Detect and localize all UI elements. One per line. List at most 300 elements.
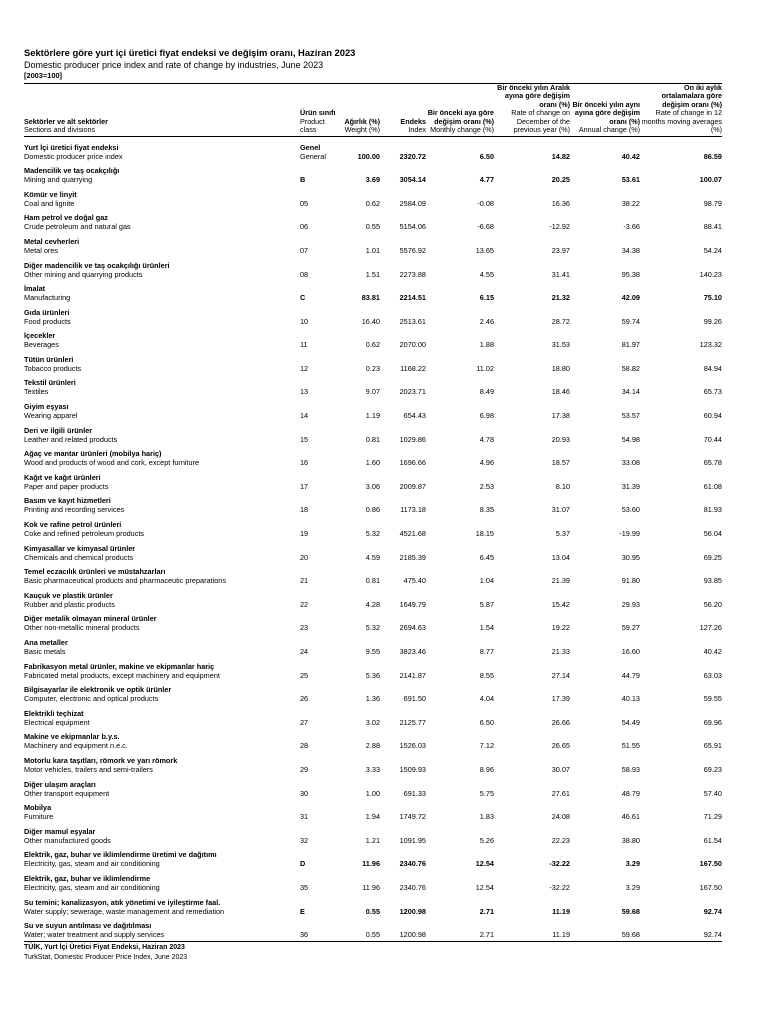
december-change-cell: 19.22	[551, 623, 570, 633]
table-row	[24, 821, 722, 845]
sector-name-tr: Giyim eşyası	[24, 402, 69, 412]
weight-cell: 5.36	[365, 670, 380, 680]
moving-average-cell: 69.25	[703, 552, 722, 562]
table-row	[24, 538, 722, 562]
weight-cell: 16.40	[361, 316, 380, 326]
sector-name-en: Furniture	[24, 812, 54, 822]
monthly-change-cell: 4.77	[479, 175, 494, 185]
annual-change-cell: 3.29	[625, 859, 640, 869]
sector-name-cell	[24, 821, 300, 845]
december-change-cell: 20.25	[551, 175, 570, 185]
december-change-cell: 17.39	[551, 694, 570, 704]
product-class-cell: 27	[300, 717, 309, 727]
table-row	[24, 420, 722, 444]
monthly-change-cell: 2.71	[479, 930, 494, 940]
weight-cell: 1.19	[365, 411, 380, 421]
december-change-cell: 27.14	[551, 670, 570, 680]
moving-average-cell: 69.23	[703, 764, 722, 774]
december-change-cell: 8.10	[555, 481, 570, 491]
sector-name-tr: Elektrik, gaz, buhar ve iklimlendirme üretimi ve dağıtımı	[24, 850, 217, 860]
sector-name-en: Rubber and plastic products	[24, 599, 115, 609]
table-row	[24, 184, 722, 208]
sector-name-cell	[24, 302, 300, 326]
sector-name-en: Metal ores	[24, 245, 59, 255]
sector-name-tr: Ham petrol ve doğal gaz	[24, 213, 108, 223]
monthly-change-cell: 1.54	[479, 623, 494, 633]
annual-change-cell: -3.66	[623, 222, 640, 232]
monthly-change-cell: 8.35	[479, 505, 494, 515]
annual-change-cell: 34.14	[621, 387, 640, 397]
december-change-cell: 22.23	[551, 835, 570, 845]
annual-change-cell: 59.74	[621, 316, 640, 326]
table-row	[24, 137, 722, 161]
sector-name-en: Beverages	[24, 340, 59, 350]
product-class-cell: 11	[300, 340, 308, 350]
sector-name-tr: Diğer metalik olmayan mineral ürünler	[24, 614, 157, 624]
index-cell: 1173.18	[400, 505, 426, 515]
moving-average-cell: 100.07	[699, 175, 722, 185]
col-header-sector-tr: Sektörler ve alt sektörler	[24, 116, 108, 126]
december-change-cell: 26.65	[551, 741, 570, 751]
sector-name-cell	[24, 750, 300, 774]
monthly-change-cell: 5.26	[479, 835, 494, 845]
weight-cell: 4.59	[365, 552, 380, 562]
table-body	[24, 137, 722, 939]
weight-cell: 3.69	[365, 175, 380, 185]
december-change-cell: 20.93	[551, 434, 570, 444]
weight-cell: 3.02	[365, 717, 380, 727]
table-row	[24, 845, 722, 869]
sector-name-cell	[24, 514, 300, 538]
product-class-cell: 35	[300, 882, 309, 892]
monthly-change-cell: 1.04	[479, 576, 494, 586]
product-class-cell: 21	[300, 576, 309, 586]
col-header-index-tr: Endeks	[400, 116, 426, 126]
annual-change-cell: -19.99	[619, 529, 640, 539]
sector-name-tr: Tekstil ürünleri	[24, 378, 76, 388]
table-row	[24, 585, 722, 609]
december-change-cell: 14.82	[551, 151, 570, 161]
annual-change-cell: 29.93	[621, 599, 640, 609]
sector-name-tr: Bilgisayarlar ile elektronik ve optik ürünler	[24, 685, 172, 695]
annual-change-cell: 58.82	[621, 363, 640, 373]
sector-name-cell	[24, 349, 300, 373]
table-row	[24, 373, 722, 397]
col-header-index	[380, 84, 426, 137]
annual-change-cell: 3.29	[625, 882, 640, 892]
december-change-cell: 21.32	[551, 293, 570, 303]
table-row	[24, 467, 722, 491]
sector-name-cell	[24, 255, 300, 279]
moving-average-cell: 92.74	[703, 906, 722, 916]
sector-name-tr: Kauçuk ve plastik ürünler	[24, 590, 113, 600]
weight-cell: 0.81	[365, 434, 380, 444]
annual-change-cell: 46.61	[621, 812, 640, 822]
monthly-change-cell: 2.53	[479, 481, 494, 491]
table-row	[24, 302, 722, 326]
annual-change-cell: 54.49	[621, 717, 640, 727]
col-header-december-en: Rate of change on December of the previous year (%)	[511, 108, 570, 135]
col-header-class	[300, 84, 338, 137]
sector-name-en: Domestic producer price index	[24, 151, 123, 161]
moving-average-cell: 99.26	[703, 316, 722, 326]
sector-name-tr: Su ve suyun arıtılması ve dağıtılması	[24, 921, 152, 931]
weight-cell: 0.86	[365, 505, 380, 515]
moving-average-cell: 56.20	[703, 599, 722, 609]
monthly-change-cell: 4.78	[479, 434, 494, 444]
sector-name-cell	[24, 184, 300, 208]
table-bottom-rule	[24, 941, 722, 942]
moving-average-cell: 127.26	[699, 623, 722, 633]
sector-name-tr: Kimyasallar ve kimyasal ürünler	[24, 543, 136, 553]
weight-cell: 1.94	[365, 812, 380, 822]
index-cell: 5576.92	[399, 245, 426, 255]
weight-cell: 0.62	[365, 340, 380, 350]
product-class-cell: 29	[300, 764, 309, 774]
moving-average-cell: 69.96	[703, 717, 722, 727]
sector-name-cell	[24, 703, 300, 727]
product-class-cell: 22	[300, 599, 309, 609]
sector-name-en: Water supply; sewerage, waste management and remediation	[24, 906, 225, 916]
table-row	[24, 609, 722, 633]
weight-cell: 1.01	[365, 245, 380, 255]
sector-name-tr: Ağaç ve mantar ürünleri (mobilya hariç)	[24, 449, 162, 459]
index-cell: 654.43	[403, 411, 426, 421]
sector-name-cell	[24, 444, 300, 468]
december-change-cell: 23.97	[551, 245, 570, 255]
ppi-table	[24, 83, 722, 939]
weight-cell: 1.60	[365, 458, 380, 468]
col-header-index-en: Index	[408, 125, 426, 135]
sector-name-en: Electricity, gas, steam and air conditioning	[24, 859, 160, 869]
product-class-cell: 25	[300, 670, 309, 680]
table-row	[24, 562, 722, 586]
december-change-cell: 31.53	[551, 340, 570, 350]
sector-name-cell	[24, 868, 300, 892]
december-change-cell: -12.92	[549, 222, 570, 232]
product-class-en: General	[300, 151, 326, 161]
product-class-cell: C	[300, 293, 306, 303]
moving-average-cell: 86.59	[703, 151, 722, 161]
table-row	[24, 798, 722, 822]
monthly-change-cell: 8.49	[479, 387, 494, 397]
sector-name-cell	[24, 137, 300, 161]
december-change-cell: 5.37	[555, 529, 570, 539]
index-cell: 1200.98	[399, 930, 426, 940]
index-cell: 3054.14	[399, 175, 426, 185]
sector-name-cell	[24, 916, 300, 940]
monthly-change-cell: 6.50	[479, 717, 494, 727]
col-header-moving-en: Rate of change in 12 months moving averages (%)	[641, 108, 722, 135]
document	[24, 47, 722, 963]
weight-cell: 0.81	[365, 576, 380, 586]
sector-name-cell	[24, 373, 300, 397]
moving-average-cell: 57.40	[703, 788, 722, 798]
sector-name-tr: Fabrikasyon metal ürünler, makine ve ekipmanlar hariç	[24, 661, 215, 671]
sector-name-en: Paper and paper products	[24, 481, 109, 491]
product-class-cell: 16	[300, 458, 309, 468]
monthly-change-cell: 4.04	[479, 694, 494, 704]
col-header-monthly	[426, 84, 494, 137]
sector-name-cell	[24, 396, 300, 420]
table-row	[24, 774, 722, 798]
monthly-change-cell: 6.45	[479, 552, 494, 562]
sector-name-tr: Mobilya	[24, 803, 52, 813]
weight-cell: 3.06	[365, 481, 380, 491]
december-change-cell: 18.46	[551, 387, 570, 397]
product-class-cell: B	[300, 175, 306, 185]
sector-name-en: Basic pharmaceutical products and pharmaceutic preparations	[24, 576, 226, 586]
table-row	[24, 326, 722, 350]
index-cell: 691.33	[403, 788, 426, 798]
index-cell: 1526.03	[399, 741, 426, 751]
weight-cell: 83.81	[361, 293, 380, 303]
sector-name-cell	[24, 231, 300, 255]
december-change-cell: 17.38	[551, 411, 570, 421]
table-row	[24, 161, 722, 185]
col-header-monthly-tr: Bir önceki aya göre değişim oranı (%)	[427, 108, 494, 126]
moving-average-cell: 167.50	[699, 882, 722, 892]
sector-name-en: Food products	[24, 316, 71, 326]
table-row	[24, 491, 722, 515]
monthly-change-cell: 5.87	[479, 599, 494, 609]
sector-name-tr: Metal cevherleri	[24, 236, 80, 246]
sector-name-tr: Yurt İçi üretici fiyat endeksi	[24, 142, 119, 152]
sector-name-tr: İçecekler	[24, 331, 56, 341]
index-cell: 5154.06	[399, 222, 426, 232]
moving-average-cell: 167.50	[699, 859, 722, 869]
december-change-cell: 15.42	[551, 599, 570, 609]
annual-change-cell: 38.22	[621, 198, 640, 208]
sector-name-en: Crude petroleum and natural gas	[24, 222, 131, 232]
weight-cell: 1.00	[365, 788, 380, 798]
sector-name-cell	[24, 892, 300, 916]
sector-name-cell	[24, 585, 300, 609]
sector-name-en: Electrical equipment	[24, 717, 90, 727]
moving-average-cell: 81.93	[703, 505, 722, 515]
index-cell: 2023.71	[399, 387, 426, 397]
weight-cell: 11.96	[362, 859, 380, 869]
moving-average-cell: 71.29	[703, 812, 722, 822]
sector-name-en: Leather and related products	[24, 434, 118, 444]
sector-name-cell	[24, 774, 300, 798]
annual-change-cell: 40.13	[621, 694, 640, 704]
monthly-change-cell: 7.12	[479, 741, 494, 751]
annual-change-cell: 59.27	[621, 623, 640, 633]
col-header-annual-en: Annual change (%)	[578, 125, 640, 135]
sector-name-cell	[24, 609, 300, 633]
monthly-change-cell: -6.68	[477, 222, 494, 232]
sector-name-en: Motor vehicles, trailers and semi-trailers	[24, 764, 153, 774]
product-class-cell: 23	[300, 623, 309, 633]
december-change-cell: 18.80	[551, 363, 570, 373]
december-change-cell: 21.39	[551, 576, 570, 586]
table-row	[24, 349, 722, 373]
index-cell: 691.50	[403, 694, 426, 704]
weight-cell: 0.55	[365, 906, 380, 916]
sector-name-en: Electricity, gas, steam and air conditioning	[24, 882, 160, 892]
index-cell: 1168.22	[400, 363, 426, 373]
table-row	[24, 750, 722, 774]
monthly-change-cell: 5.75	[479, 788, 494, 798]
col-header-december	[494, 84, 570, 137]
product-class-cell: 08	[300, 269, 309, 279]
product-class-cell: 36	[300, 930, 309, 940]
annual-change-cell: 59.68	[621, 906, 640, 916]
sector-name-tr: Gıda ürünleri	[24, 307, 70, 317]
sector-name-cell	[24, 208, 300, 232]
monthly-change-cell: 6.15	[479, 293, 494, 303]
table-row	[24, 231, 722, 255]
table-row	[24, 514, 722, 538]
product-class-cell: 06	[300, 222, 309, 232]
annual-change-cell: 31.39	[621, 481, 640, 491]
moving-average-cell: 84.94	[703, 363, 722, 373]
index-cell: 2320.72	[399, 151, 426, 161]
sector-name-tr: Elektrikli teçhizat	[24, 708, 84, 718]
sector-name-tr: Diğer madencilik ve taş ocakçılığı ürünleri	[24, 260, 170, 270]
moving-average-cell: 65.91	[703, 741, 722, 751]
annual-change-cell: 58.93	[621, 764, 640, 774]
annual-change-cell: 54.98	[621, 434, 640, 444]
product-class-tr: Genel	[300, 142, 321, 152]
december-change-cell: 16.36	[551, 198, 570, 208]
sector-name-en: Tobacco products	[24, 363, 82, 373]
sector-name-cell	[24, 467, 300, 491]
december-change-cell: 31.41	[551, 269, 570, 279]
weight-cell: 1.21	[365, 835, 380, 845]
product-class-cell: 28	[300, 741, 309, 751]
index-cell: 2513.61	[399, 316, 426, 326]
monthly-change-cell: 2.71	[479, 906, 494, 916]
monthly-change-cell: 12.54	[475, 882, 494, 892]
table-row	[24, 208, 722, 232]
product-class-cell: 10	[300, 316, 309, 326]
index-cell: 1091.95	[399, 835, 426, 845]
monthly-change-cell: 18.15	[475, 529, 494, 539]
december-change-cell: 18.57	[551, 458, 570, 468]
annual-change-cell: 95.38	[621, 269, 640, 279]
product-class-cell: D	[300, 859, 306, 869]
monthly-change-cell: 2.46	[479, 316, 494, 326]
sector-name-tr: Basım ve kayıt hizmetleri	[24, 496, 111, 506]
moving-average-cell: 88.41	[703, 222, 722, 232]
weight-cell: 0.23	[365, 363, 380, 373]
monthly-change-cell: -0.08	[477, 198, 494, 208]
product-class-cell: 13	[300, 387, 309, 397]
moving-average-cell: 61.08	[703, 481, 722, 491]
table-row	[24, 916, 722, 940]
monthly-change-cell: 6.98	[479, 411, 494, 421]
index-cell: 1029.86	[399, 434, 426, 444]
annual-change-cell: 81.97	[621, 340, 640, 350]
sector-name-en: Machinery and equipment n.e.c.	[24, 741, 128, 751]
sector-name-en: Wearing apparel	[24, 411, 78, 421]
sector-name-tr: Deri ve ilgili ürünler	[24, 425, 93, 435]
weight-cell: 5.32	[365, 529, 380, 539]
sector-name-cell	[24, 538, 300, 562]
annual-change-cell: 42.09	[621, 293, 640, 303]
weight-cell: 11.96	[362, 882, 380, 892]
moving-average-cell: 123.32	[699, 340, 722, 350]
sector-name-tr: Diğer ulaşım araçları	[24, 779, 96, 789]
table-row	[24, 444, 722, 468]
sector-name-tr: Tütün ürünleri	[24, 354, 74, 364]
weight-cell: 2.88	[365, 741, 380, 751]
product-class-cell: 30	[300, 788, 309, 798]
table-row	[24, 396, 722, 420]
december-change-cell: 11.19	[552, 906, 570, 916]
annual-change-cell: 48.79	[621, 788, 640, 798]
sector-name-cell	[24, 420, 300, 444]
index-cell: 4521.68	[399, 529, 426, 539]
annual-change-cell: 44.79	[621, 670, 640, 680]
december-change-cell: -32.22	[549, 859, 570, 869]
table-row	[24, 632, 722, 656]
moving-average-cell: 54.24	[703, 245, 722, 255]
monthly-change-cell: 8.55	[479, 670, 494, 680]
index-cell: 1200.98	[399, 906, 426, 916]
moving-average-cell: 61.54	[703, 835, 722, 845]
table-row	[24, 892, 722, 916]
moving-average-cell: 63.03	[703, 670, 722, 680]
table-header-row	[24, 84, 722, 137]
col-header-moving-tr: On iki aylık ortalamalara göre değişim oranı (%)	[661, 83, 722, 109]
weight-cell: 3.33	[365, 764, 380, 774]
col-header-weight	[338, 84, 380, 137]
col-header-weight-en: Weight (%)	[344, 125, 380, 135]
index-cell: 2125.77	[399, 717, 426, 727]
sector-name-tr: Ana metaller	[24, 638, 68, 647]
col-header-december-tr: Bir önceki yılın Aralık ayına göre değişim oranı (%)	[497, 83, 570, 109]
index-cell: 2185.39	[399, 552, 426, 562]
sector-name-tr: Elektrik, gaz, buhar ve iklimlendirme	[24, 873, 151, 883]
december-change-cell: -32.22	[549, 882, 570, 892]
sector-name-en: Coal and lignite	[24, 198, 75, 208]
sector-name-cell	[24, 326, 300, 350]
monthly-change-cell: 6.50	[479, 151, 494, 161]
sector-name-en: Manufacturing	[24, 293, 71, 303]
december-change-cell: 27.61	[551, 788, 570, 798]
moving-average-cell: 75.10	[703, 293, 722, 303]
sector-name-cell	[24, 562, 300, 586]
sector-name-tr: Su temini; kanalizasyon, atık yönetimi ve iyileştirme faal.	[24, 897, 221, 907]
index-cell: 1696.66	[399, 458, 426, 468]
index-cell: 3823.46	[399, 647, 426, 656]
monthly-change-cell: 8.77	[479, 647, 494, 656]
moving-average-cell: 65.78	[703, 458, 722, 468]
annual-change-cell: 33.08	[621, 458, 640, 468]
index-cell: 2340.76	[399, 859, 426, 869]
moving-average-cell: 40.42	[703, 647, 722, 656]
base-year-note: [2003=100]	[24, 71, 63, 80]
weight-cell: 5.32	[365, 623, 380, 633]
index-cell: 2273.88	[399, 269, 426, 279]
product-class-cell: 19	[300, 529, 309, 539]
sector-name-en: Wood and products of wood and cork, except furniture	[24, 458, 200, 468]
product-class-cell: 15	[300, 434, 309, 444]
weight-cell: 1.36	[365, 694, 380, 704]
sector-name-cell	[24, 727, 300, 751]
sector-name-en: Other transport equipment	[24, 788, 110, 798]
december-change-cell: 28.72	[551, 316, 570, 326]
weight-cell: 100.00	[357, 151, 380, 161]
product-class-cell: 31	[300, 812, 309, 822]
moving-average-cell: 65.73	[703, 387, 722, 397]
sector-name-tr: Kok ve rafine petrol ürünleri	[24, 520, 122, 530]
sector-name-cell	[24, 680, 300, 704]
table-row	[24, 868, 722, 892]
